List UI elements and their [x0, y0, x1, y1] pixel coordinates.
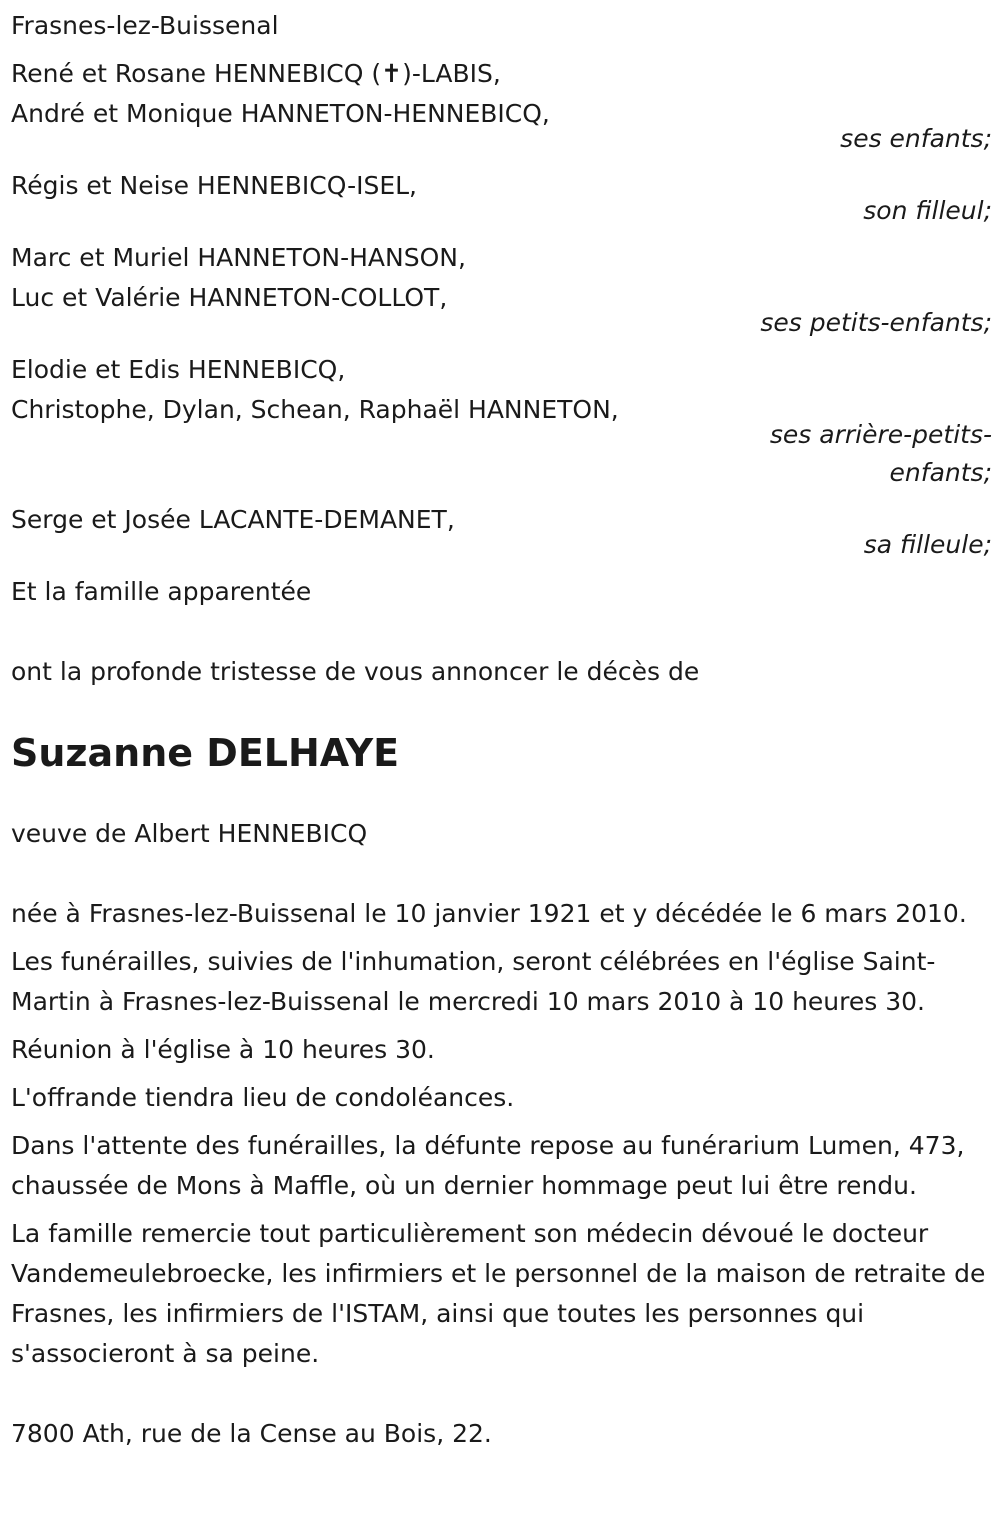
detail-paragraph: née à Frasnes-lez-Buissenal le 10 janvier 1921 et y décédée le 6 mars 2010. [11, 899, 967, 928]
family-relation: ses enfants; [840, 124, 992, 153]
family-names: Christophe, Dylan, Schean, Raphaël HANNETON, [11, 395, 619, 424]
family-relation: ses arrière-petits-enfants; [769, 420, 992, 487]
extended-family: Et la famille apparentée [11, 577, 312, 606]
family-names: André et Monique HANNETON-HENNEBICQ, [11, 99, 550, 128]
family-names: Elodie et Edis HENNEBICQ, [11, 355, 346, 384]
detail-paragraph: Dans l'attente des funérailles, la défunte repose au funérarium Lumen, 473, chaussée de Mons à Maffle, où un dernier hommage peut lui être rendu. [11, 1131, 965, 1200]
detail-paragraph: Les funérailles, suivies de l'inhumation, seront célébrées en l'église Saint-Martin à Frasnes-lez-Buissenal le mercredi 10 mars 2010 à 10 heures 30. [11, 947, 936, 1016]
deceased-name: Suzanne DELHAYE [11, 731, 400, 775]
family-names: Luc et Valérie HANNETON-COLLOT, [11, 283, 448, 312]
family-group [11, 500, 990, 564]
family-group [11, 54, 990, 158]
family-names: René et Rosane HENNEBICQ (✝)-LABIS, [11, 59, 501, 88]
family-group [11, 238, 990, 342]
detail-paragraph: L'offrande tiendra lieu de condoléances. [11, 1083, 515, 1112]
family-group [11, 166, 990, 230]
family-names: Serge et Josée LACANTE-DEMANET, [11, 505, 455, 534]
header-place: Frasnes-lez-Buissenal [11, 11, 279, 40]
deceased-spouse: veuve de Albert HENNEBICQ [11, 819, 368, 848]
family-relation: ses petits-enfants; [760, 308, 992, 337]
family-names: Régis et Neise HENNEBICQ-ISEL, [11, 171, 418, 200]
announcement: ont la profonde tristesse de vous annoncer le décès de [11, 657, 700, 686]
family-names: Marc et Muriel HANNETON-HANSON, [11, 243, 466, 272]
family-group [11, 350, 990, 492]
detail-paragraph: Réunion à l'église à 10 heures 30. [11, 1035, 435, 1064]
family-relation: sa filleule; [863, 530, 992, 559]
address: 7800 Ath, rue de la Cense au Bois, 22. [11, 1419, 492, 1448]
family-relation: son filleul; [863, 196, 992, 225]
detail-paragraph: La famille remercie tout particulièrement son médecin dévoué le docteur Vandemeulebroecke, les infirmiers et le personnel de la maison de retraite de Frasnes, les infirmiers de l'ISTAM, ainsi que toutes les personnes qui s'associeront à sa peine. [11, 1219, 986, 1368]
